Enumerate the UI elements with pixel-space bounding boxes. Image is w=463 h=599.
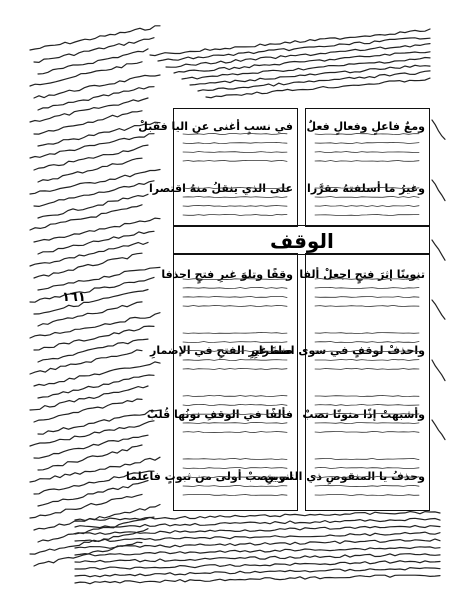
handwriting-stroke — [315, 485, 419, 486]
handwriting-stroke — [183, 287, 287, 288]
verse-top-left-2: على الذي ينقلُ منهُ اقتصرا — [148, 182, 293, 195]
verse-left-3: فألفًا في الوقفِ نونُها قُلبْ — [146, 408, 293, 421]
section-title: الوقف — [270, 229, 334, 253]
page-number: ١٦١ — [62, 290, 86, 305]
verse-top-right-2: وغيرُ ما أسلفتهُ مقرَّرا — [307, 182, 425, 195]
handwriting-stroke — [315, 467, 419, 468]
verse-top-left-1: في نسبٍ أغنى عنِ اليا فقبلْ — [138, 120, 293, 133]
verse-left-4: لم ينصبْ أولى من ثبوتٍ فاعلما — [126, 470, 293, 483]
handwriting-stroke — [315, 458, 419, 459]
handwriting-stroke — [315, 287, 419, 288]
handwriting-stroke — [183, 413, 287, 414]
handwriting-stroke — [315, 396, 419, 397]
handwriting-stroke — [315, 134, 419, 135]
verse-right-2: واحذفْ لوقفٍ في سوى اضطرارِ — [252, 344, 425, 357]
handwriting-stroke — [183, 432, 287, 433]
handwriting-stroke — [183, 422, 287, 423]
handwriting-stroke — [315, 342, 419, 343]
handwriting-stroke — [315, 214, 419, 215]
handwriting-stroke — [183, 142, 287, 143]
handwriting-stroke — [315, 187, 419, 188]
verse-left-2: صلةَ غيرِ الفتحِ في الإضمارِ — [150, 344, 293, 357]
handwriting-stroke — [183, 342, 287, 343]
handwriting-stroke — [315, 404, 419, 405]
handwriting-stroke — [315, 278, 419, 279]
verse-right-3: وأشبهتْ إذًا منونًا نصبْ — [302, 408, 425, 421]
handwriting-stroke — [183, 296, 287, 297]
handwriting-stroke — [315, 494, 419, 495]
handwriting-stroke — [183, 279, 287, 280]
handwriting-stroke — [183, 133, 287, 134]
handwriting-stroke — [183, 404, 287, 405]
handwriting-stroke — [183, 187, 287, 188]
handwriting-stroke — [315, 297, 419, 298]
handwriting-stroke — [183, 360, 287, 361]
handwriting-stroke — [183, 306, 287, 307]
handwriting-stroke — [183, 395, 287, 396]
handwriting-stroke — [183, 214, 287, 215]
handwriting-stroke — [183, 160, 287, 161]
handwriting-stroke — [315, 197, 419, 198]
handwriting-stroke — [315, 142, 419, 143]
handwriting-stroke — [183, 351, 287, 352]
handwriting-stroke — [183, 152, 287, 153]
handwriting-stroke — [183, 459, 287, 460]
handwriting-stroke — [315, 432, 419, 433]
handwriting-stroke — [315, 333, 419, 334]
handwriting-stroke — [183, 368, 287, 369]
handwriting-stroke — [183, 486, 287, 487]
handwriting-stroke — [315, 369, 419, 370]
handwriting-stroke — [315, 351, 419, 352]
handwriting-stroke — [315, 305, 419, 306]
handwriting-stroke — [315, 206, 419, 207]
handwriting-stroke — [315, 152, 419, 153]
handwriting-stroke — [315, 161, 419, 162]
handwriting-stroke — [315, 413, 419, 414]
verse-right-1: تنوينًا إثرَ فتحٍ اجعلْ ألفا — [299, 268, 425, 281]
handwriting-stroke — [315, 476, 419, 477]
verse-right-4: وحذفُ يا المنقوصِ ذي التنوينِ — [264, 470, 425, 483]
handwriting-stroke — [183, 196, 287, 197]
handwriting-stroke — [315, 423, 419, 424]
handwriting-stroke — [183, 476, 287, 477]
handwriting-stroke — [183, 206, 287, 207]
handwriting-stroke — [183, 332, 287, 333]
verse-left-1: وقفًا وتلوَ غيرِ فتحٍ احذفا — [161, 268, 293, 281]
handwriting-stroke — [183, 468, 287, 469]
handwriting-stroke — [183, 494, 287, 495]
handwriting-stroke — [315, 359, 419, 360]
verse-top-right-1: ومعٌ فاعلٍ وفعالٍ فعلٌ — [306, 120, 425, 133]
